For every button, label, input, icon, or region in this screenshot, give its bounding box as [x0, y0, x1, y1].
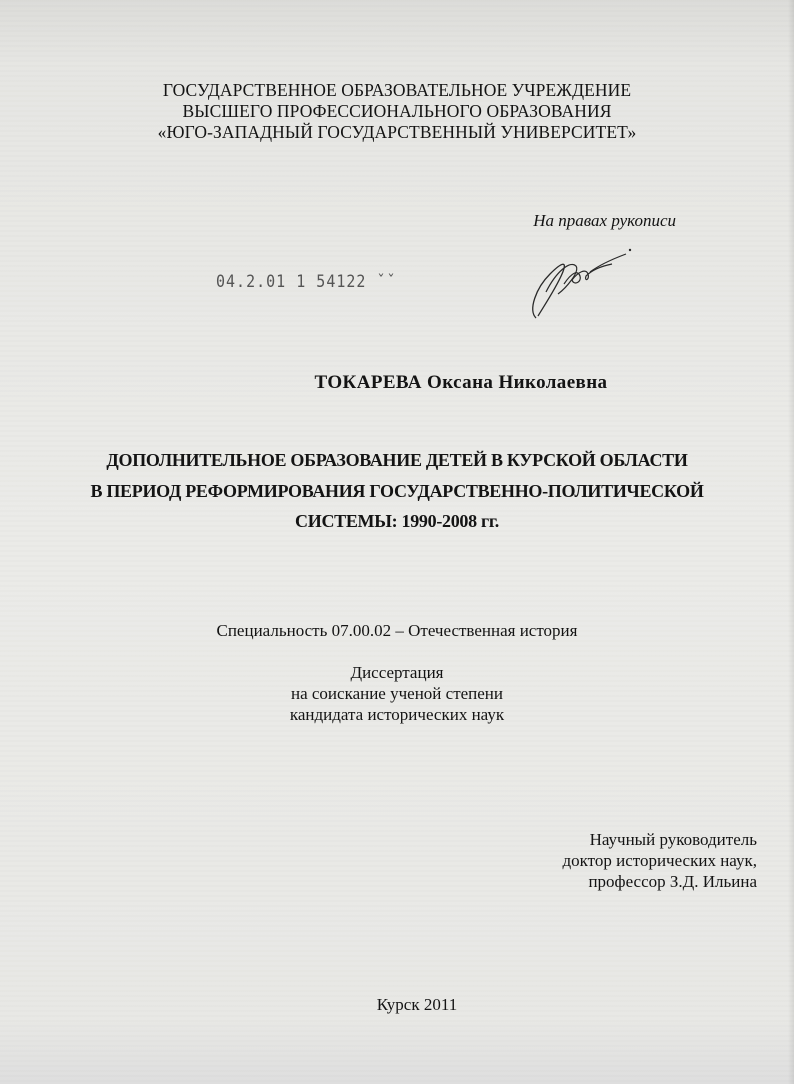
library-stamp-number: 04.2.01 1 54122 ˇˇ	[216, 271, 397, 292]
title-line-2: В ПЕРИОД РЕФОРМИРОВАНИЯ ГОСУДАРСТВЕННО-ПОЛИТИЧЕСКОЙ	[90, 481, 704, 501]
supervisor-line-3: профессор З.Д. Ильина	[588, 872, 757, 891]
dissertation-line-3: кандидата исторических наук	[289, 705, 505, 724]
signature-image	[522, 244, 642, 328]
place-year: Курск 2011	[376, 995, 458, 1014]
institution-line-2: ВЫСШЕГО ПРОФЕССИОНАЛЬНОГО ОБРАЗОВАНИЯ	[182, 101, 612, 121]
title-line-1: ДОПОЛНИТЕЛЬНОЕ ОБРАЗОВАНИЕ ДЕТЕЙ В КУРСКОЙ ОБЛАСТИ	[106, 450, 688, 470]
specialty-line: Специальность 07.00.02 – Отечественная история	[216, 621, 578, 640]
dissertation-line-1: Диссертация	[350, 663, 444, 682]
supervisor-line-2: доктор исторических наук,	[562, 851, 757, 870]
supervisor-block	[562, 829, 757, 892]
supervisor-line-1: Научный руководитель	[589, 830, 757, 849]
page-edge-shadow	[788, 0, 794, 1084]
title-line-3: СИСТЕМЫ: 1990-2008 гг.	[295, 511, 499, 531]
dissertation-line-2: на соискание ученой степени	[290, 684, 504, 703]
author-name: ТОКАРЕВА Оксана Николаевна	[314, 372, 608, 393]
manuscript-rights-note: На правах рукописи	[533, 211, 676, 230]
institution-line-1: ГОСУДАРСТВЕННОЕ ОБРАЗОВАТЕЛЬНОЕ УЧРЕЖДЕНИЕ	[162, 80, 632, 100]
institution-line-3: «ЮГО-ЗАПАДНЫЙ ГОСУДАРСТВЕННЫЙ УНИВЕРСИТЕТ»	[157, 122, 637, 142]
